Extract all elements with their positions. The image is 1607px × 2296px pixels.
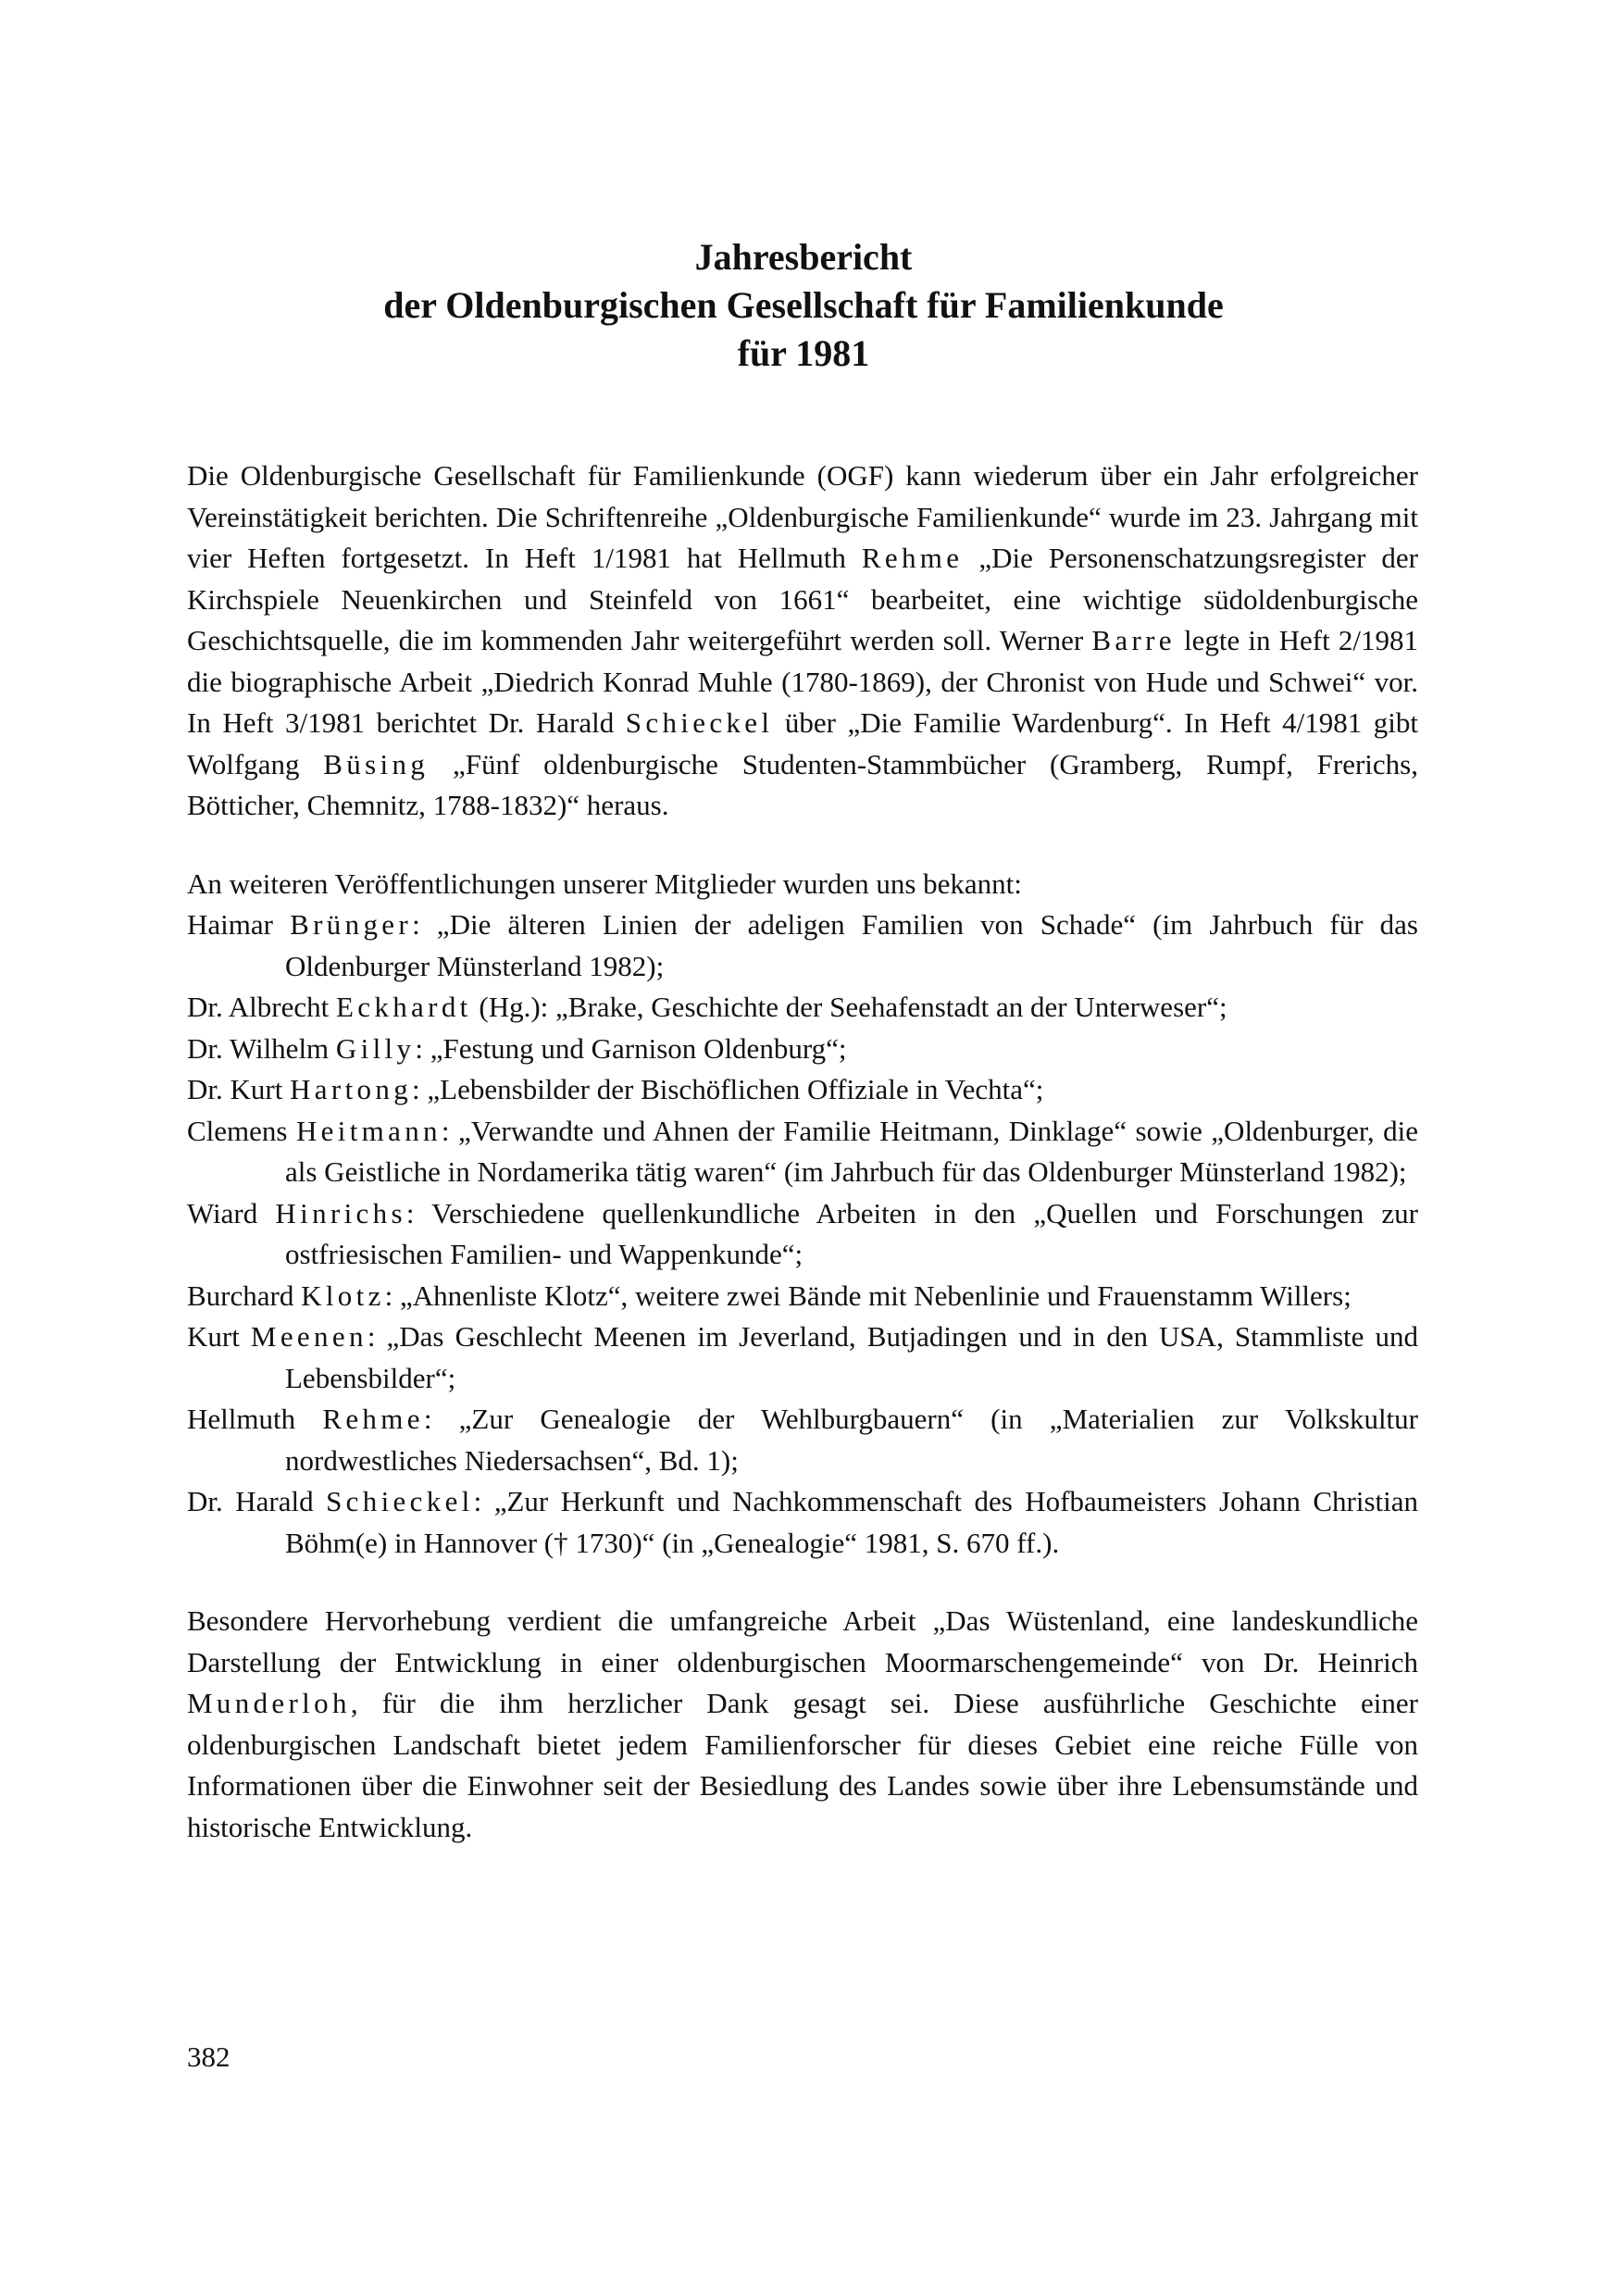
title-line-1: Jahresbericht bbox=[694, 236, 913, 278]
spaced-name: Klotz bbox=[301, 1279, 385, 1312]
text-run: Besondere Hervorhebung verdient die umfangreiche Arbeit „Das Wüstenland, eine landeskundliche Darstellung der Entwicklung in einer oldenburgischen Moormarschengemeinde“ von Dr. Heinrich bbox=[187, 1604, 1418, 1678]
list-item: Burchard Klotz: „Ahnenliste Klotz“, weitere zwei Bände mit Nebenlinie und Frauenstamm Willers; bbox=[187, 1279, 1352, 1312]
list-item: Wiard Hinrichs: Verschiedene quellenkundliche Arbeiten in den „Quellen und Forschungen zur ostfriesischen Familien- und Wappenkunde“; bbox=[187, 1196, 1418, 1270]
title-line-2: der Oldenburgischen Gesellschaft für Familienkunde bbox=[383, 284, 1224, 326]
spaced-name: Barre bbox=[1091, 624, 1176, 656]
spaced-name: Schieckel bbox=[326, 1485, 474, 1517]
spaced-name: Rehme bbox=[322, 1403, 424, 1435]
list-item: Dr. Harald Schieckel: „Zur Herkunft und Nachkommenschaft des Hofbaumeisters Johann Christian Böhm(e) in Hannover († 1730)“ (in „Genealogie“ 1981, S. 670 ff.). bbox=[187, 1485, 1418, 1559]
list-item: Dr. Kurt Hartong: „Lebensbilder der Bischöflichen Offiziale in Vechta“; bbox=[187, 1073, 1044, 1105]
spaced-name: Meenen bbox=[250, 1320, 367, 1353]
spaced-name: Gilly bbox=[335, 1031, 416, 1065]
body-text bbox=[187, 455, 1418, 1848]
text-run: , für die ihm herzlicher Dank gesagt sei. Diese ausführliche Geschichte einer oldenburgischen Landschaft bietet jedem Familienforscher für dieses Gebiet eine reiche Fülle von Informationen über die Einwohner seit der Besiedlung des Landes sowie über ihre Lebensumstände und historische Entwicklung. bbox=[187, 1687, 1418, 1843]
page-number: 382 bbox=[187, 2040, 230, 2073]
spaced-name: Schieckel bbox=[625, 706, 774, 739]
text-run: Die Oldenburgische Gesellschaft für Familienkunde (OGF) kann wiederum über ein Jahr erfolgreicher Vereinstätigkeit berichten. Die Schriftenreihe „Oldenburgische Familienkunde“ wurde im 23. Jahrgang mit vier Heften fortgesetzt. In Heft 1/1981 hat Hellmuth bbox=[187, 459, 1418, 574]
paragraph-highlight bbox=[187, 1601, 1418, 1848]
title-line-3: für 1981 bbox=[737, 332, 870, 374]
list-item: Dr. Albrecht Eckhardt (Hg.): „Brake, Geschichte der Seehafenstadt an der Unterweser“; bbox=[187, 991, 1227, 1023]
text-run: „Fünf oldenburgische Studenten-Stammbücher (Gramberg, Rumpf, Frerichs, Bötticher, Chemnitz, 1788-1832)“ heraus. bbox=[187, 747, 1418, 821]
list-item: Hellmuth Rehme: „Zur Genealogie der Wehlburgbauern“ (in „Materialien zur Volkskultur nordwestliches Niedersachsen“, Bd. 1); bbox=[187, 1403, 1418, 1477]
text-run: legte in Heft 2/1981 die biographische Arbeit „Diedrich Konrad Muhle (1780-1869), der Chronist von Hude und Schwei“ vor. In Heft 3/1981 berichtet Dr. Harald bbox=[187, 624, 1418, 739]
spaced-name: Rehme bbox=[861, 542, 964, 574]
text-run: „Die Personenschatzungsregister der Kirchspiele Neuenkirchen und Steinfeld von 1661“ bearbeitet, eine wichtige südoldenburgische Geschichtsquelle, die im kommenden Jahr weitergeführt werden soll. Werner bbox=[187, 542, 1418, 656]
spaced-name: Brünger bbox=[290, 908, 413, 941]
list-item: Clemens Heitmann: „Verwandte und Ahnen der Familie Heitmann, Dinklage“ sowie „Oldenburger, die als Geistliche in Nordamerika tätig waren“ (im Jahrbuch für das Oldenburger Münsterland 1982); bbox=[187, 1114, 1418, 1188]
spaced-name: Eckhardt bbox=[336, 991, 472, 1023]
page-title bbox=[0, 233, 1607, 378]
spaced-name: Hartong bbox=[290, 1073, 413, 1105]
spaced-name: Heitmann bbox=[295, 1114, 442, 1147]
spaced-name: Munderloh bbox=[187, 1687, 351, 1719]
text-run: über „Die Familie Wardenburg“. In Heft 4/1981 gibt Wolfgang bbox=[187, 706, 1418, 780]
list-item: Dr. Wilhelm Gilly: „Festung und Garnison Oldenburg“; bbox=[187, 1031, 847, 1065]
publications-list bbox=[187, 905, 1418, 1564]
spaced-name: Hinrichs bbox=[275, 1196, 406, 1229]
publications-intro: An weiteren Veröffentlichungen unserer Mitglieder wurden uns bekannt: bbox=[187, 867, 1022, 900]
spaced-name: Büsing bbox=[323, 747, 430, 780]
list-item: Haimar Brünger: „Die älteren Linien der adeligen Familien von Schade“ (im Jahrbuch für das Oldenburger Münsterland 1982); bbox=[187, 908, 1418, 982]
paragraph-intro bbox=[187, 455, 1418, 827]
list-item: Kurt Meenen: „Das Geschlecht Meenen im Jeverland, Butjadingen und in den USA, Stammliste und Lebensbilder“; bbox=[187, 1320, 1418, 1394]
